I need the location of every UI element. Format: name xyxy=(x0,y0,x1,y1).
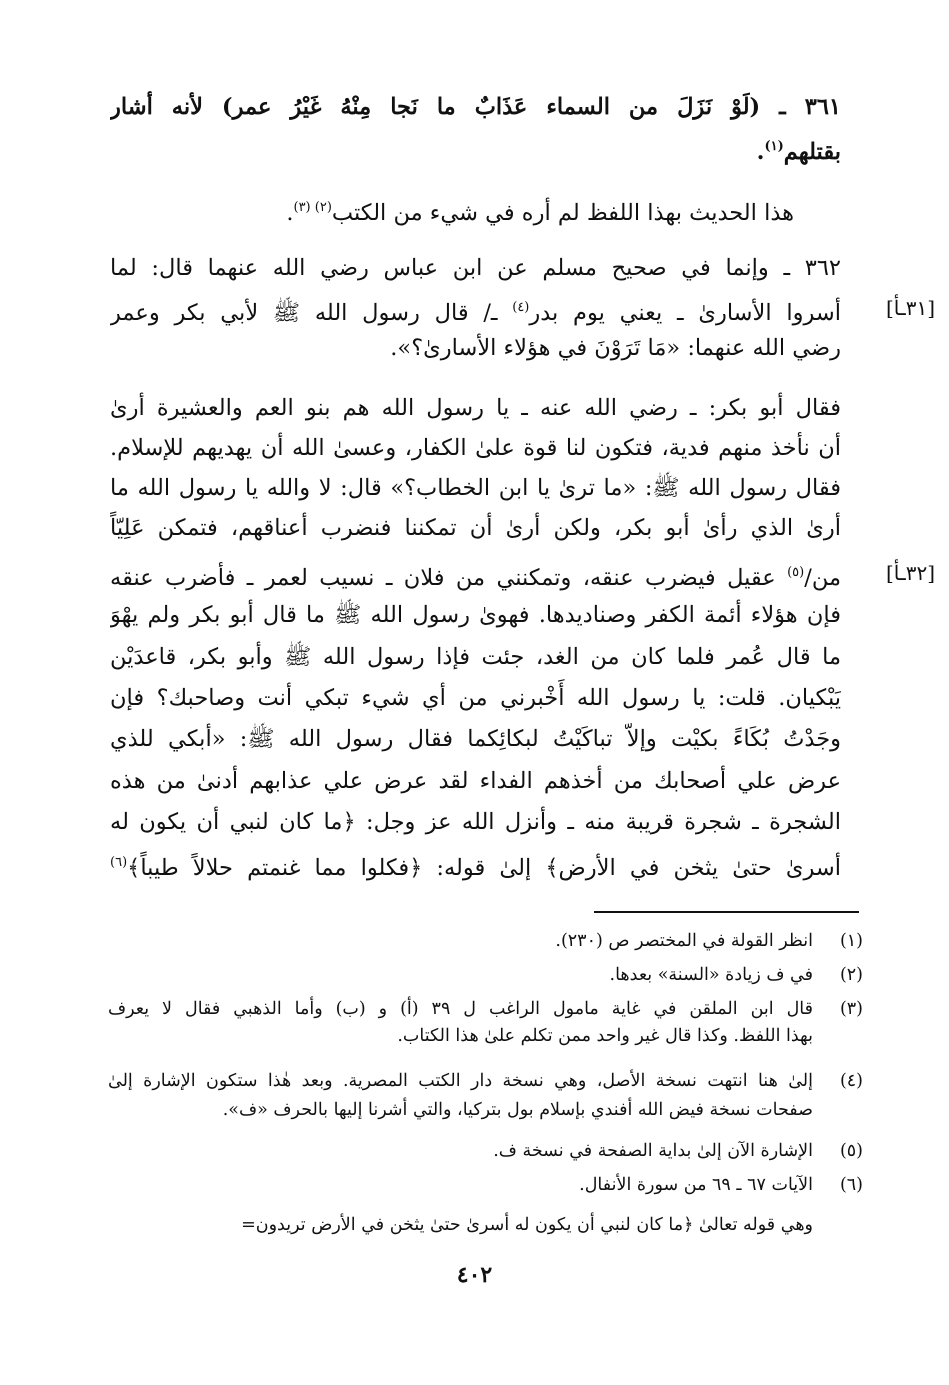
footnote-text: في ف زيادة «السنة» بعدها. xyxy=(609,965,813,985)
hadith-362-line-1: ٣٦٢ ـ وإنما في صحيح مسلم عن ابن عباس رضي الله عنهما قال: لما xyxy=(110,255,841,281)
footnote-number: (٦) xyxy=(839,1175,863,1195)
footnote-text: قال ابن الملقن في غاية مامول الراغب ل ٣٩ (أ) و (ب) وأما الذهبي فقال لا يعرف xyxy=(108,999,813,1019)
paragraph-line: فقال أبو بكر: ـ رضي الله عنه ـ يا رسول الله هم بنو العم والعشيرة أرىٰ xyxy=(110,395,841,421)
footnote-number: (٤) xyxy=(839,1071,863,1091)
paragraph-line: أسرىٰ حتىٰ يثخن في الأرض﴾ إلىٰ قوله: ﴿فكلوا مما غنمتم حلالاً طيباً﴾$^{(٦)}$ xyxy=(110,855,841,881)
paragraph-line: الشجرة ـ شجرة قريبة منه ـ وأنزل الله عز وجل: ﴿ما كان لنبي أن يكون له xyxy=(110,809,841,835)
paragraph-line: فقال رسول الله ﷺ: «ما ترىٰ يا ابن الخطاب؟» قال: لا والله يا رسول الله ما xyxy=(110,475,841,501)
hadith-361-comment: هذا الحديث بهذا اللفظ لم أره في شيء من الكتب$^{(٢) (٣)}$. xyxy=(286,200,794,226)
footnote-text: صفحات نسخة فيض الله أفندي بإسلام بول بتركيا، والتي أشرنا إليها بالحرف «ف». xyxy=(222,1100,813,1120)
footnote-number: (٥) xyxy=(839,1141,863,1161)
footnote-separator xyxy=(594,911,859,913)
footnote-number: (١) xyxy=(839,931,863,951)
footnote-ref: (١) xyxy=(764,139,784,154)
footnote-ref: (٤) xyxy=(512,300,530,315)
paragraph-line: عرض علي أصحابك من أخذهم الفداء لقد عرض علي عذابهم أدنىٰ من هذه xyxy=(110,768,841,794)
hadith-361-line-1: ٣٦١ ـ (لَوْ نَزَلَ من السماء عَذَابٌ ما نَجا مِنْهُ غَيْرُ عمر) لأنه أشار xyxy=(110,94,841,120)
paragraph-line: وجَدْتُ بُكَاءً بكيْت وإلاّ تباكَيْتُ لبكائِكما فقال رسول الله ﷺ: «أبكي للذي xyxy=(110,726,841,752)
footnote-number: (٣) xyxy=(839,999,863,1019)
hadith-362-line-3: رضي الله عنهما: «مَا تَرَوْنَ في هؤلاء الأسارىٰ؟». xyxy=(390,335,841,361)
footnote-text: الإشارة الآن إلىٰ بداية الصفحة في نسخة ف. xyxy=(493,1141,813,1161)
footnote-text: إلىٰ هنا انتهت نسخة الأصل، وهي نسخة دار الكتب المصرية. وبعد هٰذا ستكون الإشارة إلىٰ xyxy=(108,1071,813,1091)
hadith-362-line-2: أسروا الأسارىٰ ـ يعني يوم بدر$^{(٤)}$ ـ/ قال رسول الله ﷺ لأبي بكر وعمر xyxy=(110,300,841,326)
paragraph-line: ما قال عُمر فلما كان من الغد، جئت فإذا رسول الله ﷺ وأبو بكر، قاعدَيْن xyxy=(110,644,841,670)
margin-ref-31a: [٣١ـأ] xyxy=(885,296,935,320)
margin-ref-32a: [٣٢ـأ] xyxy=(885,561,935,585)
paragraph-line: أرىٰ الذي رأىٰ أبو بكر، ولكن أرىٰ أن تمكننا فنضرب أعناقهم، فتمكن عَلِيّاً xyxy=(110,515,841,541)
footnote-text: انظر القولة في المختصر ص (٢٣٠). xyxy=(555,931,813,951)
footnote-text: الآيات ٦٧ ـ ٦٩ من سورة الأنفال. xyxy=(579,1175,813,1195)
hadith-361-line-2: بقتلهم$^{(١)}$. xyxy=(756,139,841,165)
footnote-ref: (٥) xyxy=(787,565,805,580)
footnote-6-continuation: وهي قوله تعالىٰ ﴿ما كان لنبي أن يكون له أسرىٰ حتىٰ يثخن في الأرض تريدون= xyxy=(241,1215,813,1235)
footnote-text: بهذا اللفظ. وكذا قال غير واحد ممن تكلم علىٰ هذا الكتاب. xyxy=(397,1026,813,1046)
paragraph-line: من/$^{(٥)}$ عقيل فيضرب عنقه، وتمكنني من فلان ـ نسيب لعمر ـ فأضرب عنقه xyxy=(110,565,841,591)
footnote-ref: (٢) (٣) xyxy=(293,200,332,215)
footnote-number: (٢) xyxy=(839,965,863,985)
paragraph-line: أن نأخذ منهم فدية، فتكون لنا قوة علىٰ الكفار، وعسىٰ الله أن يهديهم للإسلام. xyxy=(110,435,841,461)
page-number: ٤٠٢ xyxy=(456,1262,493,1288)
paragraph-line: فإن هؤلاء أئمة الكفر وصناديدها. فهوىٰ رسول الله ﷺ ما قال أبو بكر ولم يهْوَ xyxy=(110,602,841,628)
footnote-ref: (٦) xyxy=(110,855,128,870)
paragraph-line: يَبْكيان. قلت: يا رسول الله أَخْبرني من أي شيء تبكي أنت وصاحبك؟ فإن xyxy=(110,685,841,711)
